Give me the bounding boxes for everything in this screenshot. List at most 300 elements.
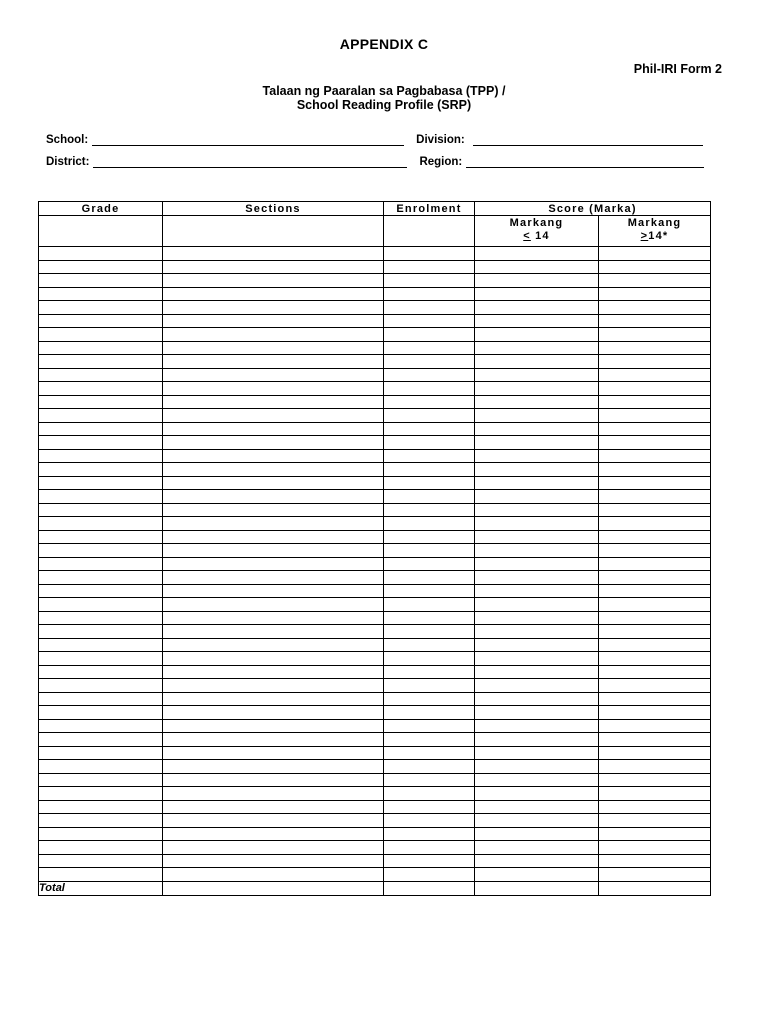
- high-score-cell[interactable]: [599, 382, 711, 396]
- table-row: [39, 719, 711, 733]
- grade-cell[interactable]: [39, 368, 163, 382]
- sections-cell[interactable]: [163, 652, 384, 666]
- sections-cell[interactable]: [163, 287, 384, 301]
- grade-cell[interactable]: [39, 611, 163, 625]
- high-score-cell[interactable]: [599, 814, 711, 828]
- enrolment-cell[interactable]: [384, 530, 475, 544]
- low-score-cell[interactable]: [475, 625, 599, 639]
- low-score-cell[interactable]: [475, 422, 599, 436]
- enrolment-cell[interactable]: [384, 463, 475, 477]
- sections-cell[interactable]: [163, 260, 384, 274]
- sections-cell[interactable]: [163, 773, 384, 787]
- sections-cell[interactable]: [163, 503, 384, 517]
- enrolment-cell[interactable]: [384, 692, 475, 706]
- enrolment-cell[interactable]: [384, 328, 475, 342]
- title-line-2: School Reading Profile (SRP): [296, 98, 472, 112]
- high-score-cell[interactable]: [599, 679, 711, 693]
- high-score-cell[interactable]: [599, 490, 711, 504]
- enrolment-cell[interactable]: [384, 544, 475, 558]
- high-score-cell[interactable]: [599, 652, 711, 666]
- high-score-cell[interactable]: [599, 368, 711, 382]
- grade-cell[interactable]: [39, 746, 163, 760]
- sections-cell[interactable]: [163, 854, 384, 868]
- enrolment-cell[interactable]: [384, 314, 475, 328]
- score-high-threshold: >14*: [640, 230, 669, 242]
- low-score-cell[interactable]: [475, 854, 599, 868]
- sections-cell[interactable]: [163, 490, 384, 504]
- table-row: [39, 625, 711, 639]
- low-score-cell[interactable]: [475, 395, 599, 409]
- division-label: Division:: [416, 134, 465, 146]
- district-field[interactable]: [93, 157, 407, 168]
- grade-cell[interactable]: [39, 436, 163, 450]
- sections-cell[interactable]: [163, 409, 384, 423]
- high-score-cell[interactable]: [599, 274, 711, 288]
- table-row: [39, 598, 711, 612]
- low-score-cell[interactable]: [475, 692, 599, 706]
- sections-cell[interactable]: [163, 868, 384, 882]
- enrolment-cell[interactable]: [384, 247, 475, 261]
- sections-cell[interactable]: [163, 733, 384, 747]
- low-score-cell[interactable]: [475, 517, 599, 531]
- low-score-cell[interactable]: [475, 652, 599, 666]
- grade-cell[interactable]: [39, 355, 163, 369]
- sections-cell[interactable]: [163, 679, 384, 693]
- low-score-cell[interactable]: [475, 260, 599, 274]
- grade-cell[interactable]: [39, 692, 163, 706]
- sections-cell[interactable]: [163, 476, 384, 490]
- enrolment-cell[interactable]: [384, 571, 475, 585]
- table-row: [39, 368, 711, 382]
- high-score-cell[interactable]: [599, 260, 711, 274]
- high-score-cell[interactable]: [599, 733, 711, 747]
- table-row: [39, 449, 711, 463]
- table-row: [39, 746, 711, 760]
- total-label: Total: [39, 881, 163, 895]
- low-score-cell[interactable]: [475, 733, 599, 747]
- high-score-cell[interactable]: [599, 544, 711, 558]
- enrolment-cell[interactable]: [384, 476, 475, 490]
- enrolment-cell[interactable]: [384, 382, 475, 396]
- low-score-cell[interactable]: [475, 584, 599, 598]
- table-row: [39, 301, 711, 315]
- low-score-cell[interactable]: [475, 800, 599, 814]
- sections-cell[interactable]: [163, 368, 384, 382]
- sections-cell[interactable]: [163, 706, 384, 720]
- enrolment-cell[interactable]: [384, 868, 475, 882]
- high-score-cell[interactable]: [599, 287, 711, 301]
- sections-cell[interactable]: [163, 422, 384, 436]
- high-score-cell[interactable]: [599, 841, 711, 855]
- enrolment-cell[interactable]: [384, 409, 475, 423]
- grade-cell[interactable]: [39, 301, 163, 315]
- enrolment-cell[interactable]: [384, 760, 475, 774]
- grade-cell[interactable]: [39, 571, 163, 585]
- sections-cell[interactable]: [163, 638, 384, 652]
- low-score-cell[interactable]: [475, 679, 599, 693]
- enrolment-cell[interactable]: [384, 301, 475, 315]
- enrolment-cell[interactable]: [384, 287, 475, 301]
- low-score-cell[interactable]: [475, 436, 599, 450]
- table-body: [39, 247, 711, 896]
- school-field[interactable]: [92, 135, 404, 146]
- enrolment-cell[interactable]: [384, 854, 475, 868]
- grade-cell[interactable]: [39, 814, 163, 828]
- district-region-row: [46, 156, 726, 168]
- sections-cell[interactable]: [163, 436, 384, 450]
- grade-cell[interactable]: [39, 328, 163, 342]
- sections-cell[interactable]: [163, 341, 384, 355]
- grade-cell[interactable]: [39, 382, 163, 396]
- header-sections: Sections: [163, 202, 384, 216]
- enrolment-cell[interactable]: [384, 679, 475, 693]
- enrolment-cell[interactable]: [384, 800, 475, 814]
- table-row: [39, 395, 711, 409]
- grade-cell[interactable]: [39, 530, 163, 544]
- sections-cell[interactable]: [163, 355, 384, 369]
- region-field[interactable]: [466, 157, 704, 168]
- table-row: [39, 827, 711, 841]
- sections-cell[interactable]: [163, 598, 384, 612]
- grade-cell[interactable]: [39, 625, 163, 639]
- high-score-cell[interactable]: [599, 314, 711, 328]
- division-field[interactable]: [473, 135, 703, 146]
- grade-cell[interactable]: [39, 584, 163, 598]
- high-score-cell[interactable]: [599, 611, 711, 625]
- subheader-score-high: [599, 216, 711, 247]
- high-score-cell[interactable]: [599, 598, 711, 612]
- table-row: [39, 760, 711, 774]
- sections-cell[interactable]: [163, 247, 384, 261]
- sections-cell[interactable]: [163, 301, 384, 315]
- sections-cell[interactable]: [163, 827, 384, 841]
- sections-cell[interactable]: [163, 787, 384, 801]
- table-row: [39, 436, 711, 450]
- high-score-cell[interactable]: [599, 341, 711, 355]
- high-score-cell[interactable]: [599, 355, 711, 369]
- sections-cell[interactable]: [163, 692, 384, 706]
- high-score-cell[interactable]: [599, 503, 711, 517]
- grade-cell[interactable]: [39, 449, 163, 463]
- low-score-cell[interactable]: [475, 665, 599, 679]
- region-label: Region:: [419, 156, 463, 168]
- enrolment-cell[interactable]: [384, 260, 475, 274]
- table-row: [39, 692, 711, 706]
- table-row: [39, 544, 711, 558]
- high-score-cell[interactable]: [599, 584, 711, 598]
- grade-cell[interactable]: [39, 773, 163, 787]
- enrolment-cell[interactable]: [384, 274, 475, 288]
- enrolment-cell[interactable]: [384, 557, 475, 571]
- low-score-cell[interactable]: [475, 598, 599, 612]
- low-score-cell[interactable]: [475, 706, 599, 720]
- high-score-cell[interactable]: [599, 719, 711, 733]
- low-score-cell[interactable]: [475, 341, 599, 355]
- sections-cell[interactable]: [163, 584, 384, 598]
- table-row: [39, 557, 711, 571]
- total-row: [39, 881, 711, 895]
- grade-cell[interactable]: [39, 490, 163, 504]
- grade-cell[interactable]: [39, 557, 163, 571]
- enrolment-cell[interactable]: [384, 355, 475, 369]
- sections-cell[interactable]: [163, 395, 384, 409]
- table-row: [39, 854, 711, 868]
- total-high-score-cell[interactable]: [599, 881, 711, 895]
- grade-cell[interactable]: [39, 260, 163, 274]
- table-row: [39, 328, 711, 342]
- sections-cell[interactable]: [163, 625, 384, 639]
- high-score-cell[interactable]: [599, 746, 711, 760]
- score-low-threshold: < 14: [523, 230, 550, 242]
- sections-cell[interactable]: [163, 517, 384, 531]
- table-row: [39, 247, 711, 261]
- grade-cell[interactable]: [39, 517, 163, 531]
- grade-cell[interactable]: [39, 463, 163, 477]
- school-label: School:: [46, 134, 89, 146]
- table-row: [39, 490, 711, 504]
- table-row: [39, 814, 711, 828]
- grade-cell[interactable]: [39, 544, 163, 558]
- sections-cell[interactable]: [163, 274, 384, 288]
- high-score-cell[interactable]: [599, 706, 711, 720]
- sections-cell[interactable]: [163, 719, 384, 733]
- grade-cell[interactable]: [39, 800, 163, 814]
- high-score-cell[interactable]: [599, 328, 711, 342]
- total-sections-cell[interactable]: [163, 881, 384, 895]
- sections-cell[interactable]: [163, 449, 384, 463]
- high-score-cell[interactable]: [599, 409, 711, 423]
- table-row: [39, 773, 711, 787]
- high-score-cell[interactable]: [599, 854, 711, 868]
- table-row: [39, 584, 711, 598]
- subheader-grade-blank: [39, 216, 163, 247]
- high-score-cell[interactable]: [599, 773, 711, 787]
- table-row: [39, 611, 711, 625]
- high-score-cell[interactable]: [599, 517, 711, 531]
- enrolment-cell[interactable]: [384, 827, 475, 841]
- sections-cell[interactable]: [163, 665, 384, 679]
- enrolment-cell[interactable]: [384, 598, 475, 612]
- grade-cell[interactable]: [39, 827, 163, 841]
- enrolment-cell[interactable]: [384, 706, 475, 720]
- enrolment-cell[interactable]: [384, 638, 475, 652]
- high-score-cell[interactable]: [599, 692, 711, 706]
- grade-cell[interactable]: [39, 314, 163, 328]
- low-score-cell[interactable]: [475, 301, 599, 315]
- high-score-cell[interactable]: [599, 463, 711, 477]
- enrolment-cell[interactable]: [384, 787, 475, 801]
- low-score-cell[interactable]: [475, 530, 599, 544]
- high-score-cell[interactable]: [599, 827, 711, 841]
- low-score-cell[interactable]: [475, 314, 599, 328]
- low-score-cell[interactable]: [475, 841, 599, 855]
- score-high-label: Markang: [627, 217, 682, 229]
- high-score-cell[interactable]: [599, 436, 711, 450]
- high-score-cell[interactable]: [599, 395, 711, 409]
- enrolment-cell[interactable]: [384, 733, 475, 747]
- high-score-cell[interactable]: [599, 476, 711, 490]
- sections-cell[interactable]: [163, 611, 384, 625]
- low-score-cell[interactable]: [475, 544, 599, 558]
- header-enrolment: Enrolment: [384, 202, 475, 216]
- low-score-cell[interactable]: [475, 247, 599, 261]
- table-row: [39, 517, 711, 531]
- grade-cell[interactable]: [39, 274, 163, 288]
- low-score-cell[interactable]: [475, 773, 599, 787]
- school-reading-profile-table: [38, 201, 711, 896]
- low-score-cell[interactable]: [475, 787, 599, 801]
- low-score-cell[interactable]: [475, 827, 599, 841]
- low-score-cell[interactable]: [475, 409, 599, 423]
- sections-cell[interactable]: [163, 814, 384, 828]
- high-score-cell[interactable]: [599, 760, 711, 774]
- score-low-label: Markang: [509, 217, 564, 229]
- grade-cell[interactable]: [39, 287, 163, 301]
- low-score-cell[interactable]: [475, 571, 599, 585]
- enrolment-cell[interactable]: [384, 422, 475, 436]
- table-row: [39, 409, 711, 423]
- grade-cell[interactable]: [39, 787, 163, 801]
- total-low-score-cell[interactable]: [475, 881, 599, 895]
- table-row: [39, 679, 711, 693]
- sections-cell[interactable]: [163, 463, 384, 477]
- enrolment-cell[interactable]: [384, 517, 475, 531]
- high-score-cell[interactable]: [599, 557, 711, 571]
- enrolment-cell[interactable]: [384, 719, 475, 733]
- low-score-cell[interactable]: [475, 760, 599, 774]
- low-score-cell[interactable]: [475, 557, 599, 571]
- total-enrolment-cell[interactable]: [384, 881, 475, 895]
- table-row: [39, 422, 711, 436]
- high-score-cell[interactable]: [599, 449, 711, 463]
- grade-cell[interactable]: [39, 679, 163, 693]
- low-score-cell[interactable]: [475, 463, 599, 477]
- high-score-cell[interactable]: [599, 625, 711, 639]
- enrolment-cell[interactable]: [384, 652, 475, 666]
- enrolment-cell[interactable]: [384, 665, 475, 679]
- enrolment-cell[interactable]: [384, 746, 475, 760]
- low-score-cell[interactable]: [475, 274, 599, 288]
- table-row: [39, 530, 711, 544]
- high-score-cell[interactable]: [599, 868, 711, 882]
- low-score-cell[interactable]: [475, 638, 599, 652]
- low-score-cell[interactable]: [475, 868, 599, 882]
- school-division-row: [46, 134, 726, 146]
- grade-cell[interactable]: [39, 247, 163, 261]
- table-row: [39, 800, 711, 814]
- sections-cell[interactable]: [163, 382, 384, 396]
- enrolment-cell[interactable]: [384, 625, 475, 639]
- grade-cell[interactable]: [39, 854, 163, 868]
- grade-cell[interactable]: [39, 598, 163, 612]
- enrolment-cell[interactable]: [384, 449, 475, 463]
- table-row: [39, 287, 711, 301]
- table-row: [39, 503, 711, 517]
- low-score-cell[interactable]: [475, 355, 599, 369]
- high-score-cell[interactable]: [599, 571, 711, 585]
- grade-cell[interactable]: [39, 665, 163, 679]
- grade-cell[interactable]: [39, 409, 163, 423]
- grade-cell[interactable]: [39, 638, 163, 652]
- high-score-cell[interactable]: [599, 530, 711, 544]
- high-score-cell[interactable]: [599, 800, 711, 814]
- sections-cell[interactable]: [163, 530, 384, 544]
- grade-cell[interactable]: [39, 652, 163, 666]
- enrolment-cell[interactable]: [384, 584, 475, 598]
- low-score-cell[interactable]: [475, 368, 599, 382]
- enrolment-cell[interactable]: [384, 773, 475, 787]
- low-score-cell[interactable]: [475, 611, 599, 625]
- enrolment-cell[interactable]: [384, 436, 475, 450]
- enrolment-cell[interactable]: [384, 368, 475, 382]
- enrolment-cell[interactable]: [384, 395, 475, 409]
- low-score-cell[interactable]: [475, 476, 599, 490]
- high-score-cell[interactable]: [599, 787, 711, 801]
- sections-cell[interactable]: [163, 544, 384, 558]
- enrolment-cell[interactable]: [384, 611, 475, 625]
- low-score-cell[interactable]: [475, 287, 599, 301]
- enrolment-cell[interactable]: [384, 341, 475, 355]
- sections-cell[interactable]: [163, 314, 384, 328]
- grade-cell[interactable]: [39, 733, 163, 747]
- enrolment-cell[interactable]: [384, 503, 475, 517]
- grade-cell[interactable]: [39, 868, 163, 882]
- low-score-cell[interactable]: [475, 328, 599, 342]
- low-score-cell[interactable]: [475, 503, 599, 517]
- low-score-cell[interactable]: [475, 490, 599, 504]
- sections-cell[interactable]: [163, 557, 384, 571]
- low-score-cell[interactable]: [475, 719, 599, 733]
- enrolment-cell[interactable]: [384, 814, 475, 828]
- grade-cell[interactable]: [39, 719, 163, 733]
- low-score-cell[interactable]: [475, 814, 599, 828]
- grade-cell[interactable]: [39, 422, 163, 436]
- grade-cell[interactable]: [39, 476, 163, 490]
- high-score-cell[interactable]: [599, 301, 711, 315]
- header-grade: Grade: [39, 202, 163, 216]
- enrolment-cell[interactable]: [384, 490, 475, 504]
- grade-cell[interactable]: [39, 760, 163, 774]
- high-score-cell[interactable]: [599, 665, 711, 679]
- grade-cell[interactable]: [39, 341, 163, 355]
- enrolment-cell[interactable]: [384, 841, 475, 855]
- sections-cell[interactable]: [163, 760, 384, 774]
- sections-cell[interactable]: [163, 328, 384, 342]
- header-score: Score (Marka): [475, 202, 711, 216]
- low-score-cell[interactable]: [475, 449, 599, 463]
- high-score-cell[interactable]: [599, 422, 711, 436]
- grade-cell[interactable]: [39, 395, 163, 409]
- sections-cell[interactable]: [163, 841, 384, 855]
- table-row: [39, 314, 711, 328]
- low-score-cell[interactable]: [475, 746, 599, 760]
- table-row: [39, 341, 711, 355]
- high-score-cell[interactable]: [599, 638, 711, 652]
- table-row: [39, 382, 711, 396]
- table-row: [39, 787, 711, 801]
- sections-cell[interactable]: [163, 800, 384, 814]
- grade-cell[interactable]: [39, 841, 163, 855]
- sections-cell[interactable]: [163, 571, 384, 585]
- form-title: [0, 84, 768, 112]
- sections-cell[interactable]: [163, 746, 384, 760]
- grade-cell[interactable]: [39, 503, 163, 517]
- table-row: [39, 260, 711, 274]
- title-line-1: Talaan ng Paaralan sa Pagbabasa (TPP) /: [262, 84, 506, 98]
- grade-cell[interactable]: [39, 706, 163, 720]
- low-score-cell[interactable]: [475, 382, 599, 396]
- high-score-cell[interactable]: [599, 247, 711, 261]
